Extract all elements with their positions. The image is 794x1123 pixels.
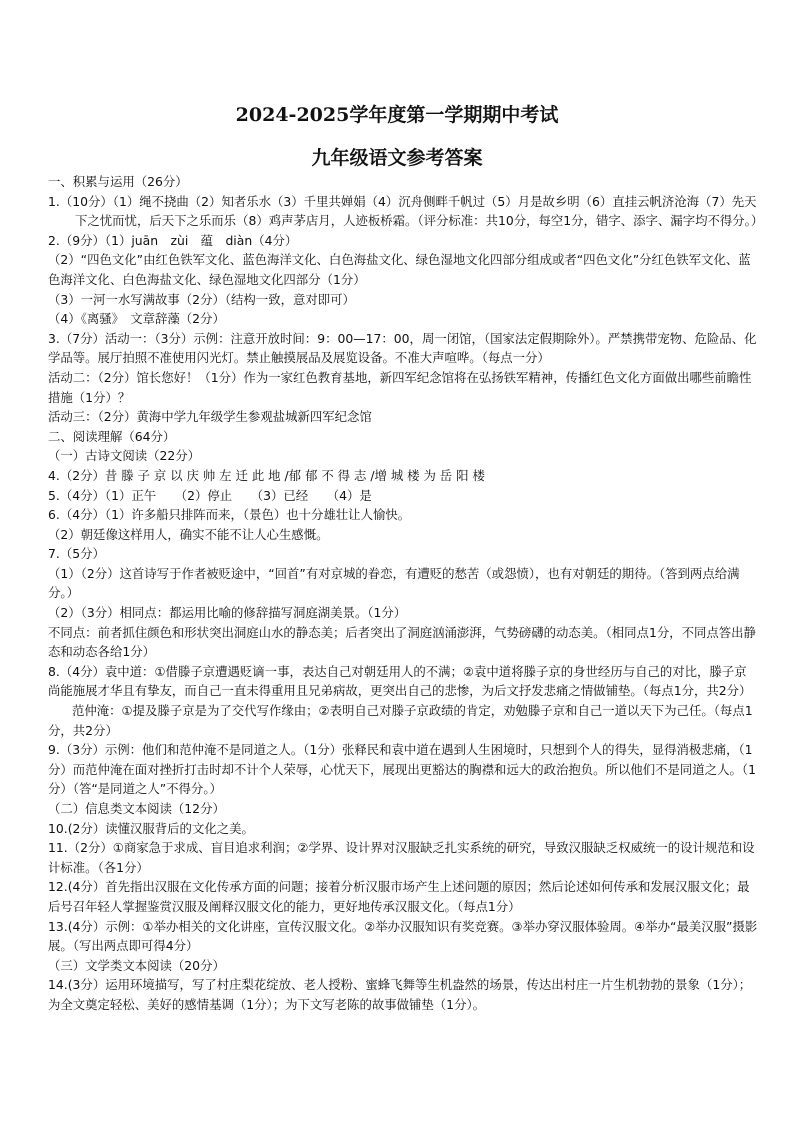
- answer-line: 1.（10分）（1）绳不挠曲（2）知者乐水（3）千里共婵娟（4）沉舟侧畔千帆过（5）月是故乡明（6）直挂云帆济沧海（7）先天下之忧而忧，后天下之乐而乐（8）鸡声茅店月，人迹板桥霜。（评分标准：共10分，每空1分，错字、添字、漏字均不得分。）: [48, 193, 764, 229]
- exam-title: 2024-2025学年度第一学期期中考试: [235, 104, 559, 126]
- answer-line: 11.（2分）①商家急于求成、盲目追求利润；②学界、设计界对汉服缺乏扎实系统的研究，导致汉服缺乏权威统一的设计规范和设计标准。（各1分）: [48, 840, 755, 875]
- answer-line: （3）一河一水写满故事（2分）（结构一致，意对即可）: [48, 291, 355, 307]
- answer-line: （2）（3分）相同点：都运用比喻的修辞描写洞庭湖美景。（1分）: [48, 605, 407, 621]
- answer-line: 10.(2分）读懂汉服背后的文化之美。: [48, 820, 254, 836]
- answer-line: 12.(4分）首先指出汉服在文化传承方面的问题；接着分析汉服市场产生上述问题的原因；然后论述如何传承和发展汉服文化；最后号召年轻人掌握鉴赏汉服及阐释汉服文化的能力，更好地传承汉服文化。（每点1分）: [48, 879, 750, 914]
- answer-line: 4.（2分）昔 滕 子 京 以 庆 帅 左 迁 此 地 /郁 郁 不 得 志 /增 城 楼 为 岳 阳 楼: [48, 467, 485, 483]
- answer-line: 13.(4分）示例：①举办相关的文化讲座，宣传汉服文化。②举办汉服知识有奖竞赛。③举办穿汉服体验周。④举办“最美汉服”摄影展。（写出两点即可得4分）: [48, 918, 758, 954]
- answer-line: 7.（5分）: [48, 546, 105, 562]
- answer-line: 活动三：（2分）黄海中学九年级学生参观盐城新四军纪念馆: [48, 409, 372, 425]
- answer-line: 5.（4分）（1）正午 （2）停止 （3）已经 （4）是: [48, 487, 372, 503]
- answer-line: 8.（4分）袁中道：①借滕子京遭遇贬谪一事，表达自己对朝廷用人的不满；②袁中道将滕子京的身世经历与自己的对比，滕子京尚能施展才华且有挚友，而自己一直未得重用且兄弟病故，更突出自己的悲惨，为后文抒发悲痛之情做铺垫。（每点1分，共2分）: [48, 663, 752, 699]
- answer-key-subtitle: 九年级语文参考答案: [311, 147, 483, 169]
- section-heading: 二、阅读理解（64分）: [48, 428, 176, 444]
- answer-line: 2.（9分）（1）juān zùi 蕴 diàn（4分）: [48, 232, 298, 248]
- answer-line: （1）（2分）这首诗写于作者被贬途中，“回首”有对京城的眷恋，有遭贬的愁苦（或怨愤），也有对朝廷的期待。（答到两点给满分。）: [48, 565, 740, 601]
- answer-line: 活动二：（2分）馆长您好！（1分）作为一家红色教育基地，新四军纪念馆将在弘扬铁军精神，传播红色文化方面做出哪些前瞻性措施（1分）？: [48, 369, 752, 405]
- answer-body: [48, 172, 764, 1015]
- answer-line: 范仲淹：①提及滕子京是为了交代写作缘由；②表明自己对滕子京政绩的肯定，劝勉滕子京和自己一道以天下为己任。（每点1分，共2分）: [48, 703, 753, 738]
- section-heading: 一、积累与运用（26分）: [48, 174, 188, 189]
- answer-line: （4）《离骚》 文章辞藻（2分）: [48, 311, 225, 327]
- answer-line: 3.（7分）活动一：（3分）示例：注意开放时间：9：00—17：00，周一闭馆，（国家法定假期除外）。严禁携带宠物、危险品、化学品等。展厅拍照不准使用闪光灯。禁止触摸展品及展览设备。不准大声喧哗。（每点一分）: [48, 330, 757, 366]
- answer-line: 不同点：前者抓住颜色和形状突出洞庭山水的静态美；后者突出了洞庭汹涌澎湃，气势磅礴的动态美。（相同点1分，不同点答出静态和动态各给1分）: [48, 624, 756, 660]
- answer-line: （2）朝廷像这样用人，确实不能不让人心生感慨。: [48, 526, 329, 542]
- answer-line: 14.(3分）运用环境描写，写了村庄梨花绽放、老人授粉、蜜蜂飞舞等生机盎然的场景，传达出村庄一片生机勃勃的景象（1分）；为全文奠定轻松、美好的感情基调（1分）；为下文写老陈的故事做铺垫（1分）。: [48, 977, 752, 1012]
- subsection-heading: （二）信息类文本阅读（12分）: [48, 801, 225, 816]
- answer-line: 6.（4分）（1）许多船只排阵而来，（景色）也十分雄壮让人愉快。: [48, 507, 411, 523]
- answer-line: 9.（3分）示例：他们和范仲淹不是同道之人。（1分）张释民和袁中道在遇到人生困境时，只想到个人的得失，显得消极悲痛，（1分）而范仲淹在面对挫折打击时却不计个人荣辱，心忧天下，展现出更豁达的胸襟和远大的政治抱负。所以他们不是同道之人。（1分）（答“是同道之人”不得分。）: [48, 742, 756, 797]
- answer-line: （2）“四色文化”由红色铁军文化、蓝色海洋文化、白色海盐文化、绿色湿地文化四部分组成或者“四色文化”分红色铁军文化、蓝色海洋文化、白色海盐文化、绿色湿地文化四部分（1分）: [48, 252, 751, 287]
- subsection-heading: （一）古诗文阅读（22分）: [48, 448, 201, 464]
- subsection-heading: （三）文学类文本阅读（20分）: [48, 957, 225, 973]
